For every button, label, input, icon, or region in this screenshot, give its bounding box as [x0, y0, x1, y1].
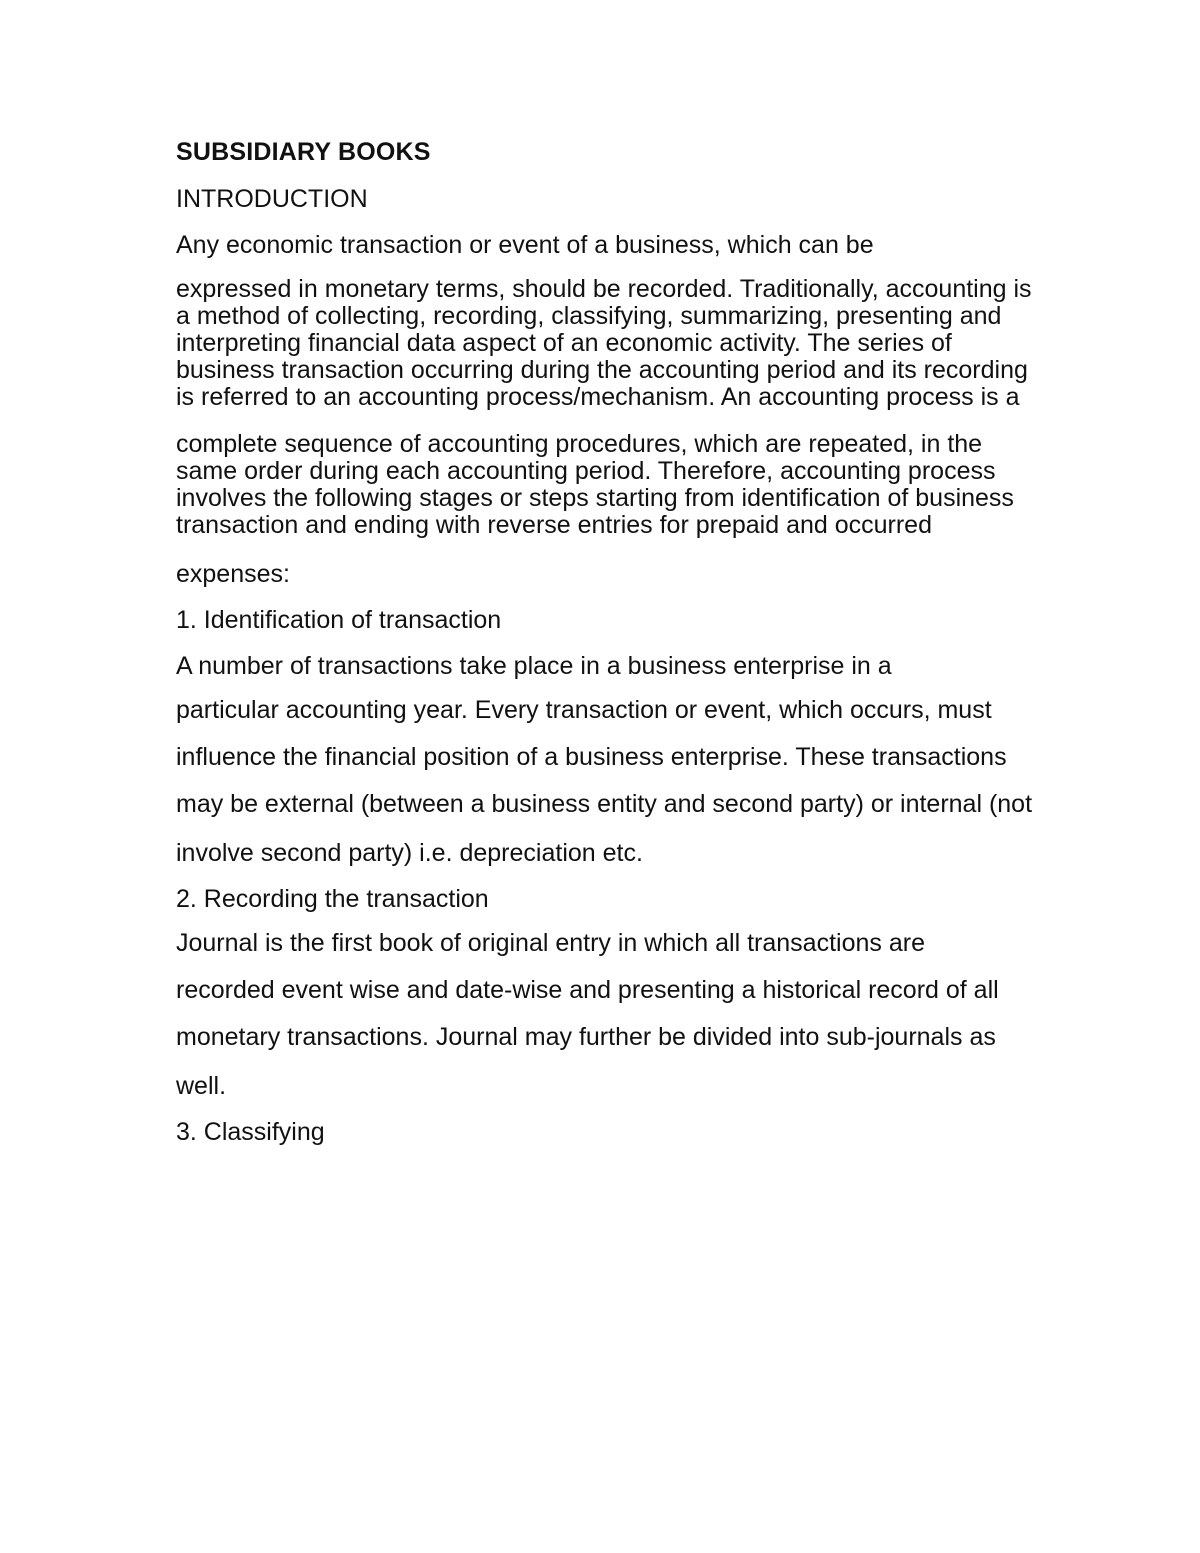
paragraph: well.: [176, 1072, 227, 1100]
document-title: SUBSIDIARY BOOKS: [176, 138, 431, 166]
paragraph: may be external (between a business entity and second party) or internal (not: [176, 790, 1033, 818]
paragraph: monetary transactions. Journal may further be divided into sub-journals as: [176, 1023, 996, 1051]
paragraph: complete sequence of accounting procedures, which are repeated, in the same order during each accounting period. Therefore, accounting process involves the following stages or steps starting from identification of business transaction and ending with reverse entries for prepaid and occurred: [176, 430, 1014, 539]
document-body: [176, 136, 1036, 1163]
paragraph: Any economic transaction or event of a business, which can be: [176, 231, 874, 259]
paragraph: involve second party) i.e. depreciation etc.: [176, 839, 643, 867]
list-heading-identification: 1. Identification of transaction: [176, 606, 502, 634]
paragraph: A number of transactions take place in a business enterprise in a: [176, 652, 892, 680]
paragraph: influence the financial position of a business enterprise. These transactions: [176, 743, 1007, 771]
section-heading-introduction: INTRODUCTION: [176, 185, 368, 213]
list-heading-recording: 2. Recording the transaction: [176, 885, 489, 913]
list-heading-classifying: 3. Classifying: [176, 1118, 325, 1146]
paragraph: recorded event wise and date-wise and presenting a historical record of all: [176, 976, 999, 1004]
paragraph: expressed in monetary terms, should be recorded. Traditionally, accounting is a method of collecting, recording, classifying, summarizing, presenting and interpreting financial data aspect of an economic activity. The series of business transaction occurring during the accounting period and its recording is referred to an accounting process/mechanism. An accounting process is a: [176, 275, 1032, 411]
paragraph: particular accounting year. Every transaction or event, which occurs, must: [176, 696, 992, 724]
paragraph: expenses:: [176, 560, 290, 588]
paragraph: Journal is the first book of original entry in which all transactions are: [176, 929, 925, 957]
